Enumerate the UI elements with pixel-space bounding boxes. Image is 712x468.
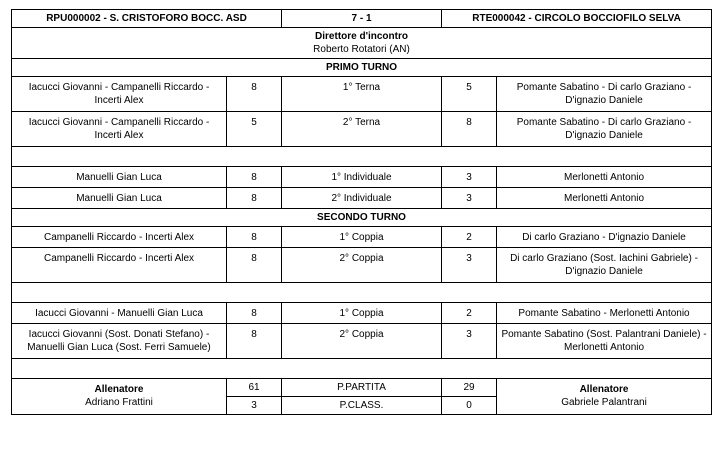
- home-score: 8: [227, 227, 282, 248]
- game-type: 2° Coppia: [282, 248, 442, 283]
- home-coach-name: Adriano Frattini: [85, 397, 153, 408]
- home-players: Iacucci Giovanni - Campanelli Riccardo - Incerti Alex: [12, 112, 227, 147]
- away-players: Pomante Sabatino - Di carlo Graziano - D'ignazio Daniele: [497, 112, 712, 147]
- partita-label: P.PARTITA: [282, 379, 442, 397]
- away-score: 3: [442, 167, 497, 188]
- home-score: 8: [227, 77, 282, 112]
- game-type: 2° Terna: [282, 112, 442, 147]
- match-row: [12, 324, 712, 359]
- home-players: Campanelli Riccardo - Incerti Alex: [12, 227, 227, 248]
- game-type: 1° Coppia: [282, 227, 442, 248]
- spacer-row: [12, 359, 712, 379]
- away-players: Pomante Sabatino - Merlonetti Antonio: [497, 303, 712, 324]
- home-score: 8: [227, 188, 282, 209]
- home-team-name: RPU000002 - S. CRISTOFORO BOCC. ASD: [12, 10, 282, 28]
- match-row: [12, 167, 712, 188]
- secondo-turno-title: SECONDO TURNO: [12, 209, 712, 227]
- home-coach-label: Allenatore: [94, 384, 144, 395]
- director-name: Roberto Rotatori (AN): [313, 44, 410, 55]
- match-row: [12, 188, 712, 209]
- class-away: 0: [442, 397, 497, 415]
- home-players: Manuelli Gian Luca: [12, 167, 227, 188]
- game-type: 1° Terna: [282, 77, 442, 112]
- away-team-name: RTE000042 - CIRCOLO BOCCIOFILO SELVA: [442, 10, 712, 28]
- home-score: 8: [227, 324, 282, 359]
- class-label: P.CLASS.: [282, 397, 442, 415]
- away-score: 3: [442, 188, 497, 209]
- home-score: 8: [227, 167, 282, 188]
- director-label: Direttore d'incontro: [315, 31, 408, 42]
- home-players: Iacucci Giovanni - Campanelli Riccardo - Incerti Alex: [12, 77, 227, 112]
- away-score: 5: [442, 77, 497, 112]
- game-type: 1° Coppia: [282, 303, 442, 324]
- match-row: [12, 227, 712, 248]
- away-coach-label: Allenatore: [579, 384, 629, 395]
- match-row: [12, 303, 712, 324]
- home-players: Iacucci Giovanni (Sost. Donati Stefano) - Manuelli Gian Luca (Sost. Ferri Samuele): [12, 324, 227, 359]
- game-type: 1° Individuale: [282, 167, 442, 188]
- game-type: 2° Individuale: [282, 188, 442, 209]
- partita-home: 61: [227, 379, 282, 397]
- away-players: Merlonetti Antonio: [497, 188, 712, 209]
- match-row: [12, 248, 712, 283]
- away-score: 8: [442, 112, 497, 147]
- game-type: 2° Coppia: [282, 324, 442, 359]
- class-home: 3: [227, 397, 282, 415]
- home-coach-cell: [12, 379, 227, 415]
- footer-row-partita: [12, 379, 712, 397]
- header-row: [12, 10, 712, 28]
- director-row: [12, 28, 712, 59]
- match-score: 7 - 1: [282, 10, 442, 28]
- secondo-turno-title-row: [12, 209, 712, 227]
- away-players: Merlonetti Antonio: [497, 167, 712, 188]
- away-coach-cell: [497, 379, 712, 415]
- spacer-row: [12, 283, 712, 303]
- away-players: Di carlo Graziano - D'ignazio Daniele: [497, 227, 712, 248]
- away-score: 3: [442, 324, 497, 359]
- away-players: Pomante Sabatino - Di carlo Graziano - D'ignazio Daniele: [497, 77, 712, 112]
- match-report-table: [11, 9, 712, 415]
- director-cell: [12, 28, 712, 59]
- away-coach-name: Gabriele Palantrani: [561, 397, 647, 408]
- primo-turno-title-row: [12, 59, 712, 77]
- home-score: 5: [227, 112, 282, 147]
- home-players: Campanelli Riccardo - Incerti Alex: [12, 248, 227, 283]
- match-row: [12, 112, 712, 147]
- away-score: 2: [442, 303, 497, 324]
- partita-away: 29: [442, 379, 497, 397]
- away-players: Pomante Sabatino (Sost. Palantrani Daniele) - Merlonetti Antonio: [497, 324, 712, 359]
- primo-turno-title: PRIMO TURNO: [12, 59, 712, 77]
- match-row: [12, 77, 712, 112]
- spacer-row: [12, 147, 712, 167]
- home-score: 8: [227, 248, 282, 283]
- away-score: 2: [442, 227, 497, 248]
- home-players: Iacucci Giovanni - Manuelli Gian Luca: [12, 303, 227, 324]
- home-players: Manuelli Gian Luca: [12, 188, 227, 209]
- away-players: Di carlo Graziano (Sost. Iachini Gabriele) - D'ignazio Daniele: [497, 248, 712, 283]
- away-score: 3: [442, 248, 497, 283]
- home-score: 8: [227, 303, 282, 324]
